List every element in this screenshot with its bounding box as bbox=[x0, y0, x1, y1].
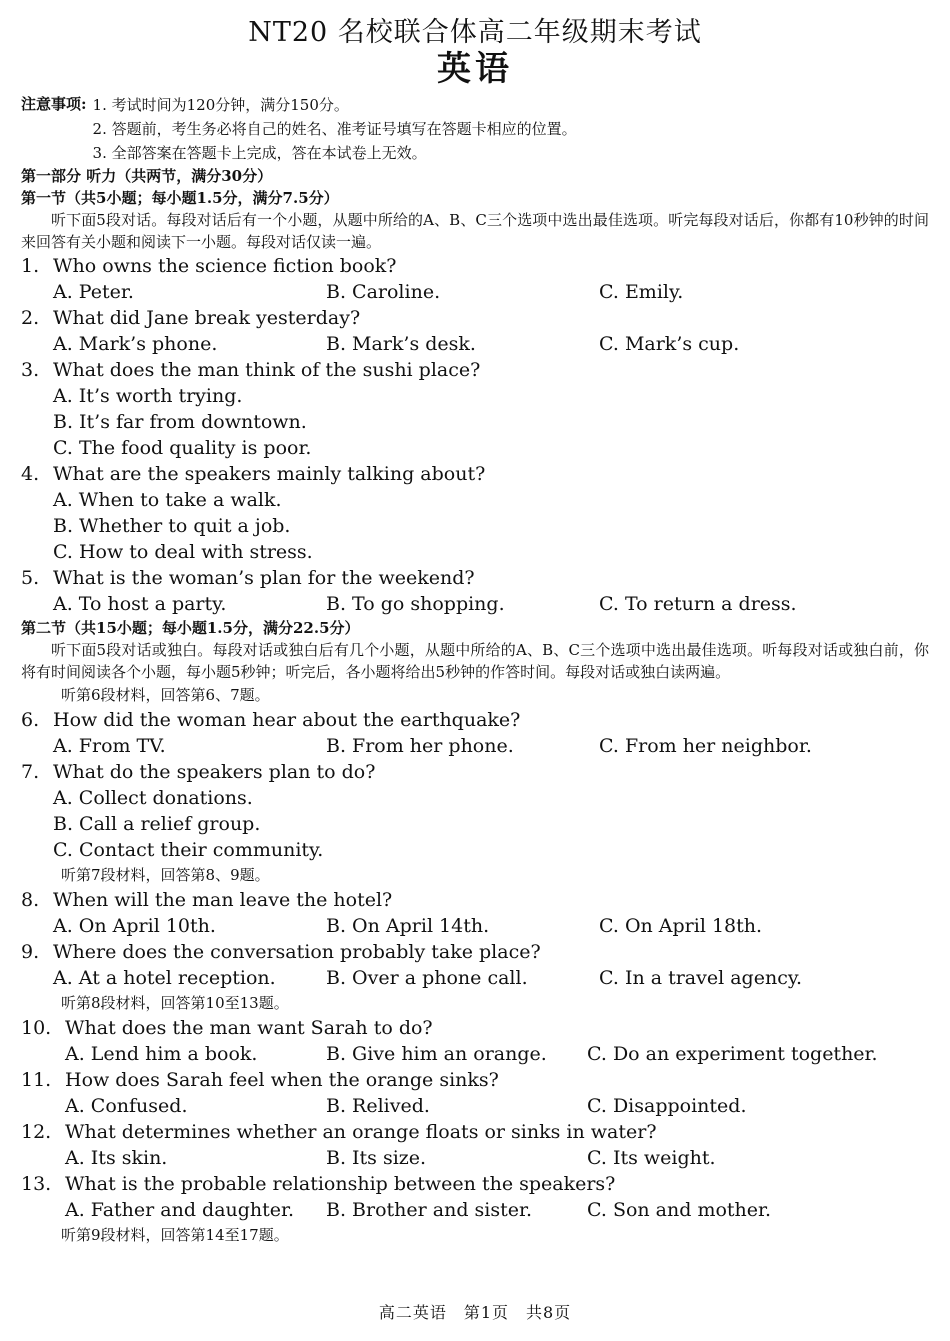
material-note: 听第7段材料，回答第8、9题。 bbox=[61, 866, 270, 884]
option: A. Lend him a book. bbox=[65, 1043, 258, 1065]
option: B. Its size. bbox=[326, 1147, 427, 1169]
material-note: 听第9段材料，回答第14至17题。 bbox=[61, 1226, 289, 1244]
option: A. Father and daughter. bbox=[65, 1199, 295, 1221]
question bbox=[21, 305, 929, 357]
question-text: Where does the conversation probably take place? bbox=[53, 941, 541, 963]
option: B. Mark’s desk. bbox=[326, 333, 476, 355]
option: A. It’s worth trying. bbox=[53, 385, 243, 407]
option: A. From TV. bbox=[53, 735, 166, 757]
question bbox=[21, 887, 929, 939]
question-number: 13. bbox=[21, 1173, 52, 1195]
question-number: 4. bbox=[21, 463, 40, 485]
option: B. Give him an orange. bbox=[326, 1043, 547, 1065]
option: C. The food quality is poor. bbox=[53, 437, 312, 459]
option: B. Brother and sister. bbox=[326, 1199, 533, 1221]
question-number: 3. bbox=[21, 359, 40, 381]
option: C. In a travel agency. bbox=[599, 967, 803, 989]
section-instructions: 听下面5段对话。每段对话后有一个小题，从题中所给的A、B、C三个选项中选出最佳选项。听完每段对话后，你都有10秒钟的时间来回答有关小题和阅读下一小题。每段对话仅读一遍。 bbox=[21, 211, 929, 251]
note-item: 2. 答题前，考生务必将自己的姓名、准考证号填写在答题卡相应的位置。 bbox=[92, 120, 577, 138]
question-number: 12. bbox=[21, 1121, 52, 1143]
option: C. Emily. bbox=[599, 281, 684, 303]
material-note: 听第6段材料，回答第6、7题。 bbox=[61, 686, 270, 704]
option: B. Call a relief group. bbox=[53, 813, 261, 835]
option: C. How to deal with stress. bbox=[53, 541, 313, 563]
question-number: 5. bbox=[21, 567, 40, 589]
question-text: What does the man want Sarah to do? bbox=[65, 1017, 433, 1039]
question-number: 10. bbox=[21, 1017, 52, 1039]
option: B. Over a phone call. bbox=[326, 967, 528, 989]
question-number: 6. bbox=[21, 709, 40, 731]
question-text: What is the woman’s plan for the weekend? bbox=[53, 567, 475, 589]
question bbox=[21, 759, 929, 863]
question bbox=[21, 357, 929, 461]
part-heading: 第一部分 听力（共两节，满分30分） bbox=[21, 167, 273, 185]
question bbox=[21, 253, 929, 305]
question bbox=[21, 565, 929, 617]
notes-list bbox=[93, 93, 577, 165]
page-footer: 高二英语 第1页 共8页 bbox=[378, 1303, 572, 1322]
question bbox=[21, 707, 929, 759]
option: C. Its weight. bbox=[587, 1147, 716, 1169]
option: C. Do an experiment together. bbox=[587, 1043, 878, 1065]
option: C. To return a dress. bbox=[599, 593, 797, 615]
question-text: What are the speakers mainly talking about? bbox=[53, 463, 486, 485]
option: B. On April 14th. bbox=[326, 915, 490, 937]
question-text: How does Sarah feel when the orange sinks? bbox=[65, 1069, 499, 1091]
question-number: 11. bbox=[21, 1069, 52, 1091]
exam-title: NT20 名校联合体高二年级期末考试 bbox=[248, 17, 702, 48]
question-number: 8. bbox=[21, 889, 40, 911]
question-number: 7. bbox=[21, 761, 40, 783]
note-item: 1. 考试时间为120分钟，满分150分。 bbox=[92, 96, 349, 114]
question-text: What did Jane break yesterday? bbox=[53, 307, 361, 329]
option: A. Confused. bbox=[65, 1095, 188, 1117]
question-number: 2. bbox=[21, 307, 40, 329]
exam-content bbox=[21, 165, 929, 1247]
option: B. It’s far from downtown. bbox=[53, 411, 307, 433]
option: C. On April 18th. bbox=[599, 915, 763, 937]
option: A. To host a party. bbox=[53, 593, 227, 615]
note-item: 3. 全部答案在答题卡上完成，答在本试卷上无效。 bbox=[92, 144, 427, 162]
option: C. Son and mother. bbox=[587, 1199, 772, 1221]
question bbox=[21, 1119, 929, 1171]
subject-title: 英语 bbox=[437, 49, 513, 89]
question-number: 9. bbox=[21, 941, 40, 963]
question-text: How did the woman hear about the earthquake? bbox=[53, 709, 521, 731]
question-text: What is the probable relationship between the speakers? bbox=[65, 1173, 616, 1195]
option: A. When to take a walk. bbox=[53, 489, 282, 511]
section-heading: 第二节（共15小题；每小题1.5分，满分22.5分） bbox=[21, 619, 360, 637]
question bbox=[21, 1067, 929, 1119]
option: B. To go shopping. bbox=[326, 593, 505, 615]
option: C. From her neighbor. bbox=[599, 735, 812, 757]
option: A. At a hotel reception. bbox=[53, 967, 276, 989]
question-text: What does the man think of the sushi place? bbox=[53, 359, 481, 381]
question bbox=[21, 939, 929, 991]
option: C. Contact their community. bbox=[53, 839, 324, 861]
option: B. Whether to quit a job. bbox=[53, 515, 291, 537]
section-instructions: 听下面5段对话或独白。每段对话或独白后有几个小题，从题中所给的A、B、C三个选项中选出最佳选项。听每段对话或独白前，你将有时间阅读各个小题，每小题5秒钟；听完后，各小题将给出5秒钟的作答时间。每段对话或独白读两遍。 bbox=[21, 641, 929, 681]
option: A. On April 10th. bbox=[53, 915, 216, 937]
question bbox=[21, 1171, 929, 1223]
option: A. Peter. bbox=[53, 281, 134, 303]
question bbox=[21, 461, 929, 565]
option: B. From her phone. bbox=[326, 735, 514, 757]
question-text: Who owns the science fiction book? bbox=[53, 255, 397, 277]
option: A. Mark’s phone. bbox=[53, 333, 218, 355]
notes-label: 注意事项: bbox=[21, 95, 87, 113]
question-text: What do the speakers plan to do? bbox=[53, 761, 376, 783]
notes-block bbox=[21, 93, 950, 165]
option: B. Relived. bbox=[326, 1095, 430, 1117]
question-number: 1. bbox=[21, 255, 40, 277]
material-note: 听第8段材料，回答第10至13题。 bbox=[61, 994, 289, 1012]
option: C. Mark’s cup. bbox=[599, 333, 740, 355]
option: C. Disappointed. bbox=[587, 1095, 747, 1117]
option: A. Collect donations. bbox=[53, 787, 253, 809]
option: A. Its skin. bbox=[65, 1147, 168, 1169]
section-heading: 第一节（共5小题；每小题1.5分，满分7.5分） bbox=[21, 189, 339, 207]
question-text: What determines whether an orange floats or sinks in water? bbox=[65, 1121, 657, 1143]
question-text: When will the man leave the hotel? bbox=[53, 889, 393, 911]
option: B. Caroline. bbox=[326, 281, 441, 303]
question bbox=[21, 1015, 929, 1067]
